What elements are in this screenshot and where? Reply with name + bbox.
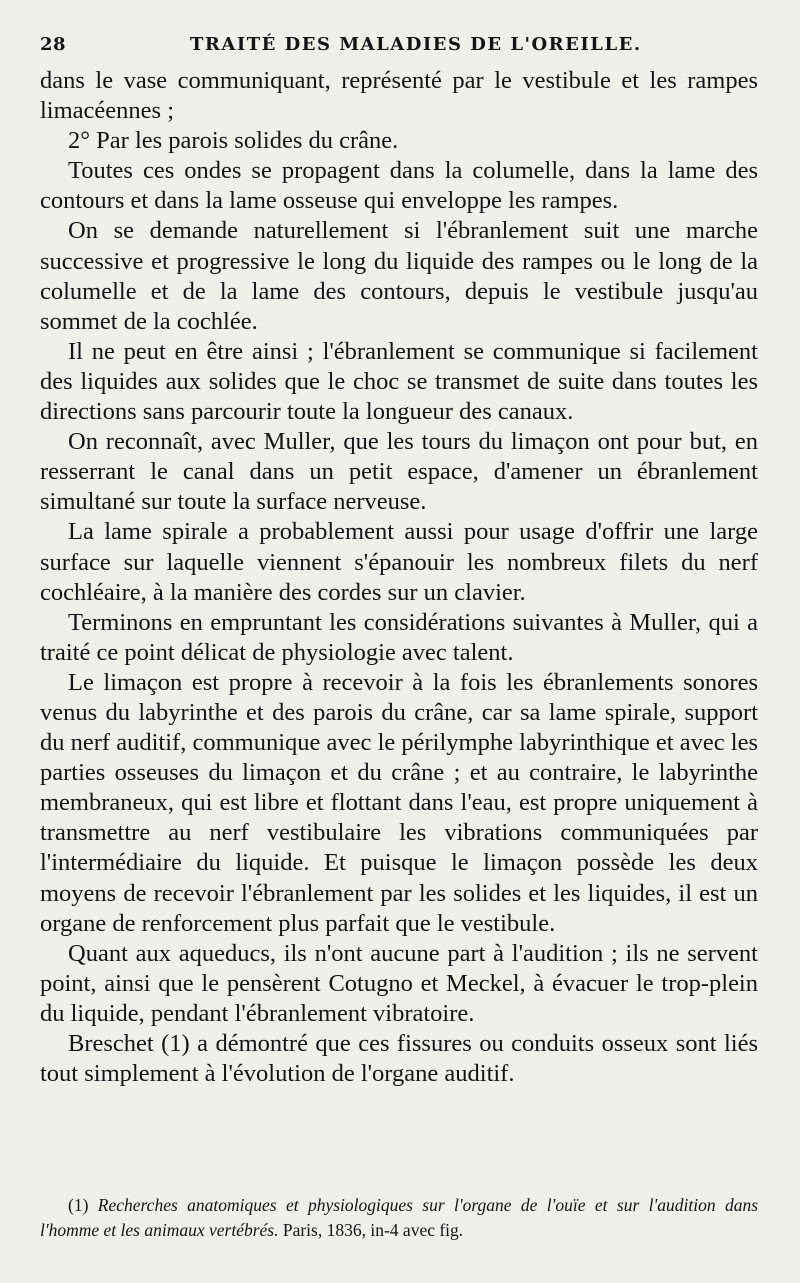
paragraph: On reconnaît, avec Muller, que les tours du limaçon ont pour but, en resserrant le canal dans un petit espace, d'amener un ébranlement simultané sur toute la surface nerveuse. xyxy=(40,428,758,516)
paragraph: dans le vase communiquant, représenté par le vestibule et les rampes limacéennes ; xyxy=(40,67,758,125)
body-text xyxy=(40,66,758,1089)
paragraph: Le limaçon est propre à recevoir à la fois les ébranlements sonores venus du labyrinthe et des parois du crâne, car sa lame spirale, support du nerf auditif, communique avec le périlymphe labyrinthique et avec les parties osseuses du limaçon et du crâne ; et au contraire, le labyrinthe membraneux, qui est libre et flottant dans l'eau, est propre uniquement à transmettre au nerf vestibulaire les vibrations communiquées par l'intermédiaire du liquide. Et puisque le limaçon possède les deux moyens de recevoir l'ébranlement par les solides et les liquides, il est un organe de renforcement plus parfait que le vestibule. xyxy=(40,668,758,937)
footnote-publication: Paris, 1836, in-4 avec fig. xyxy=(282,1220,464,1240)
paragraph: La lame spirale a probablement aussi pour usage d'offrir une large surface sur laquelle viennent s'épanouir les nombreux filets du nerf cochléaire, à la manière des cordes sur un clavier. xyxy=(40,518,758,606)
footnote xyxy=(40,1193,758,1243)
footnote-marker: (1) xyxy=(68,1195,89,1215)
paragraph: Terminons en empruntant les considérations suivantes à Muller, qui a traité ce point délicat de physiologie avec talent. xyxy=(40,608,758,666)
paragraph: Toutes ces ondes se propagent dans la columelle, dans la lame des contours et dans la lame osseuse qui enveloppe les rampes. xyxy=(40,157,758,215)
running-title: TRAITÉ DES MALADIES DE L'OREILLE. xyxy=(190,34,642,55)
paragraph: Il ne peut en être ainsi ; l'ébranlement se communique si facilement des liquides aux solides que le choc se transmet de suite dans toutes les directions sans parcourir toute la longueur des canaux. xyxy=(40,337,758,426)
footnote-title: Recherches anatomiques et physiologiques sur l'organe de l'ouïe et sur l'audition dans l'homme et les animaux vertébrés. xyxy=(40,1195,759,1240)
paragraph: Quant aux aqueducs, ils n'ont aucune part à l'audition ; ils ne servent point, ainsi que le pensèrent Cotugno et Meckel, à évacuer le trop-plein du liquide, pendant l'ébranlement vibratoire. xyxy=(40,939,758,1027)
page-number: 28 xyxy=(40,34,67,55)
paragraph: 2° Par les parois solides du crâne. xyxy=(68,127,399,155)
paragraph: On se demande naturellement si l'ébranlement suit une marche successive et progressive le long du liquide des rampes ou le long de la columelle et de la lame des contours, depuis le vestibule jusqu'au sommet de la cochlée. xyxy=(40,217,758,335)
paragraph: Breschet (1) a démontré que ces fissures ou conduits osseux sont liés tout simplement à l'évolution de l'organe auditif. xyxy=(40,1030,758,1088)
page-header xyxy=(40,34,758,64)
